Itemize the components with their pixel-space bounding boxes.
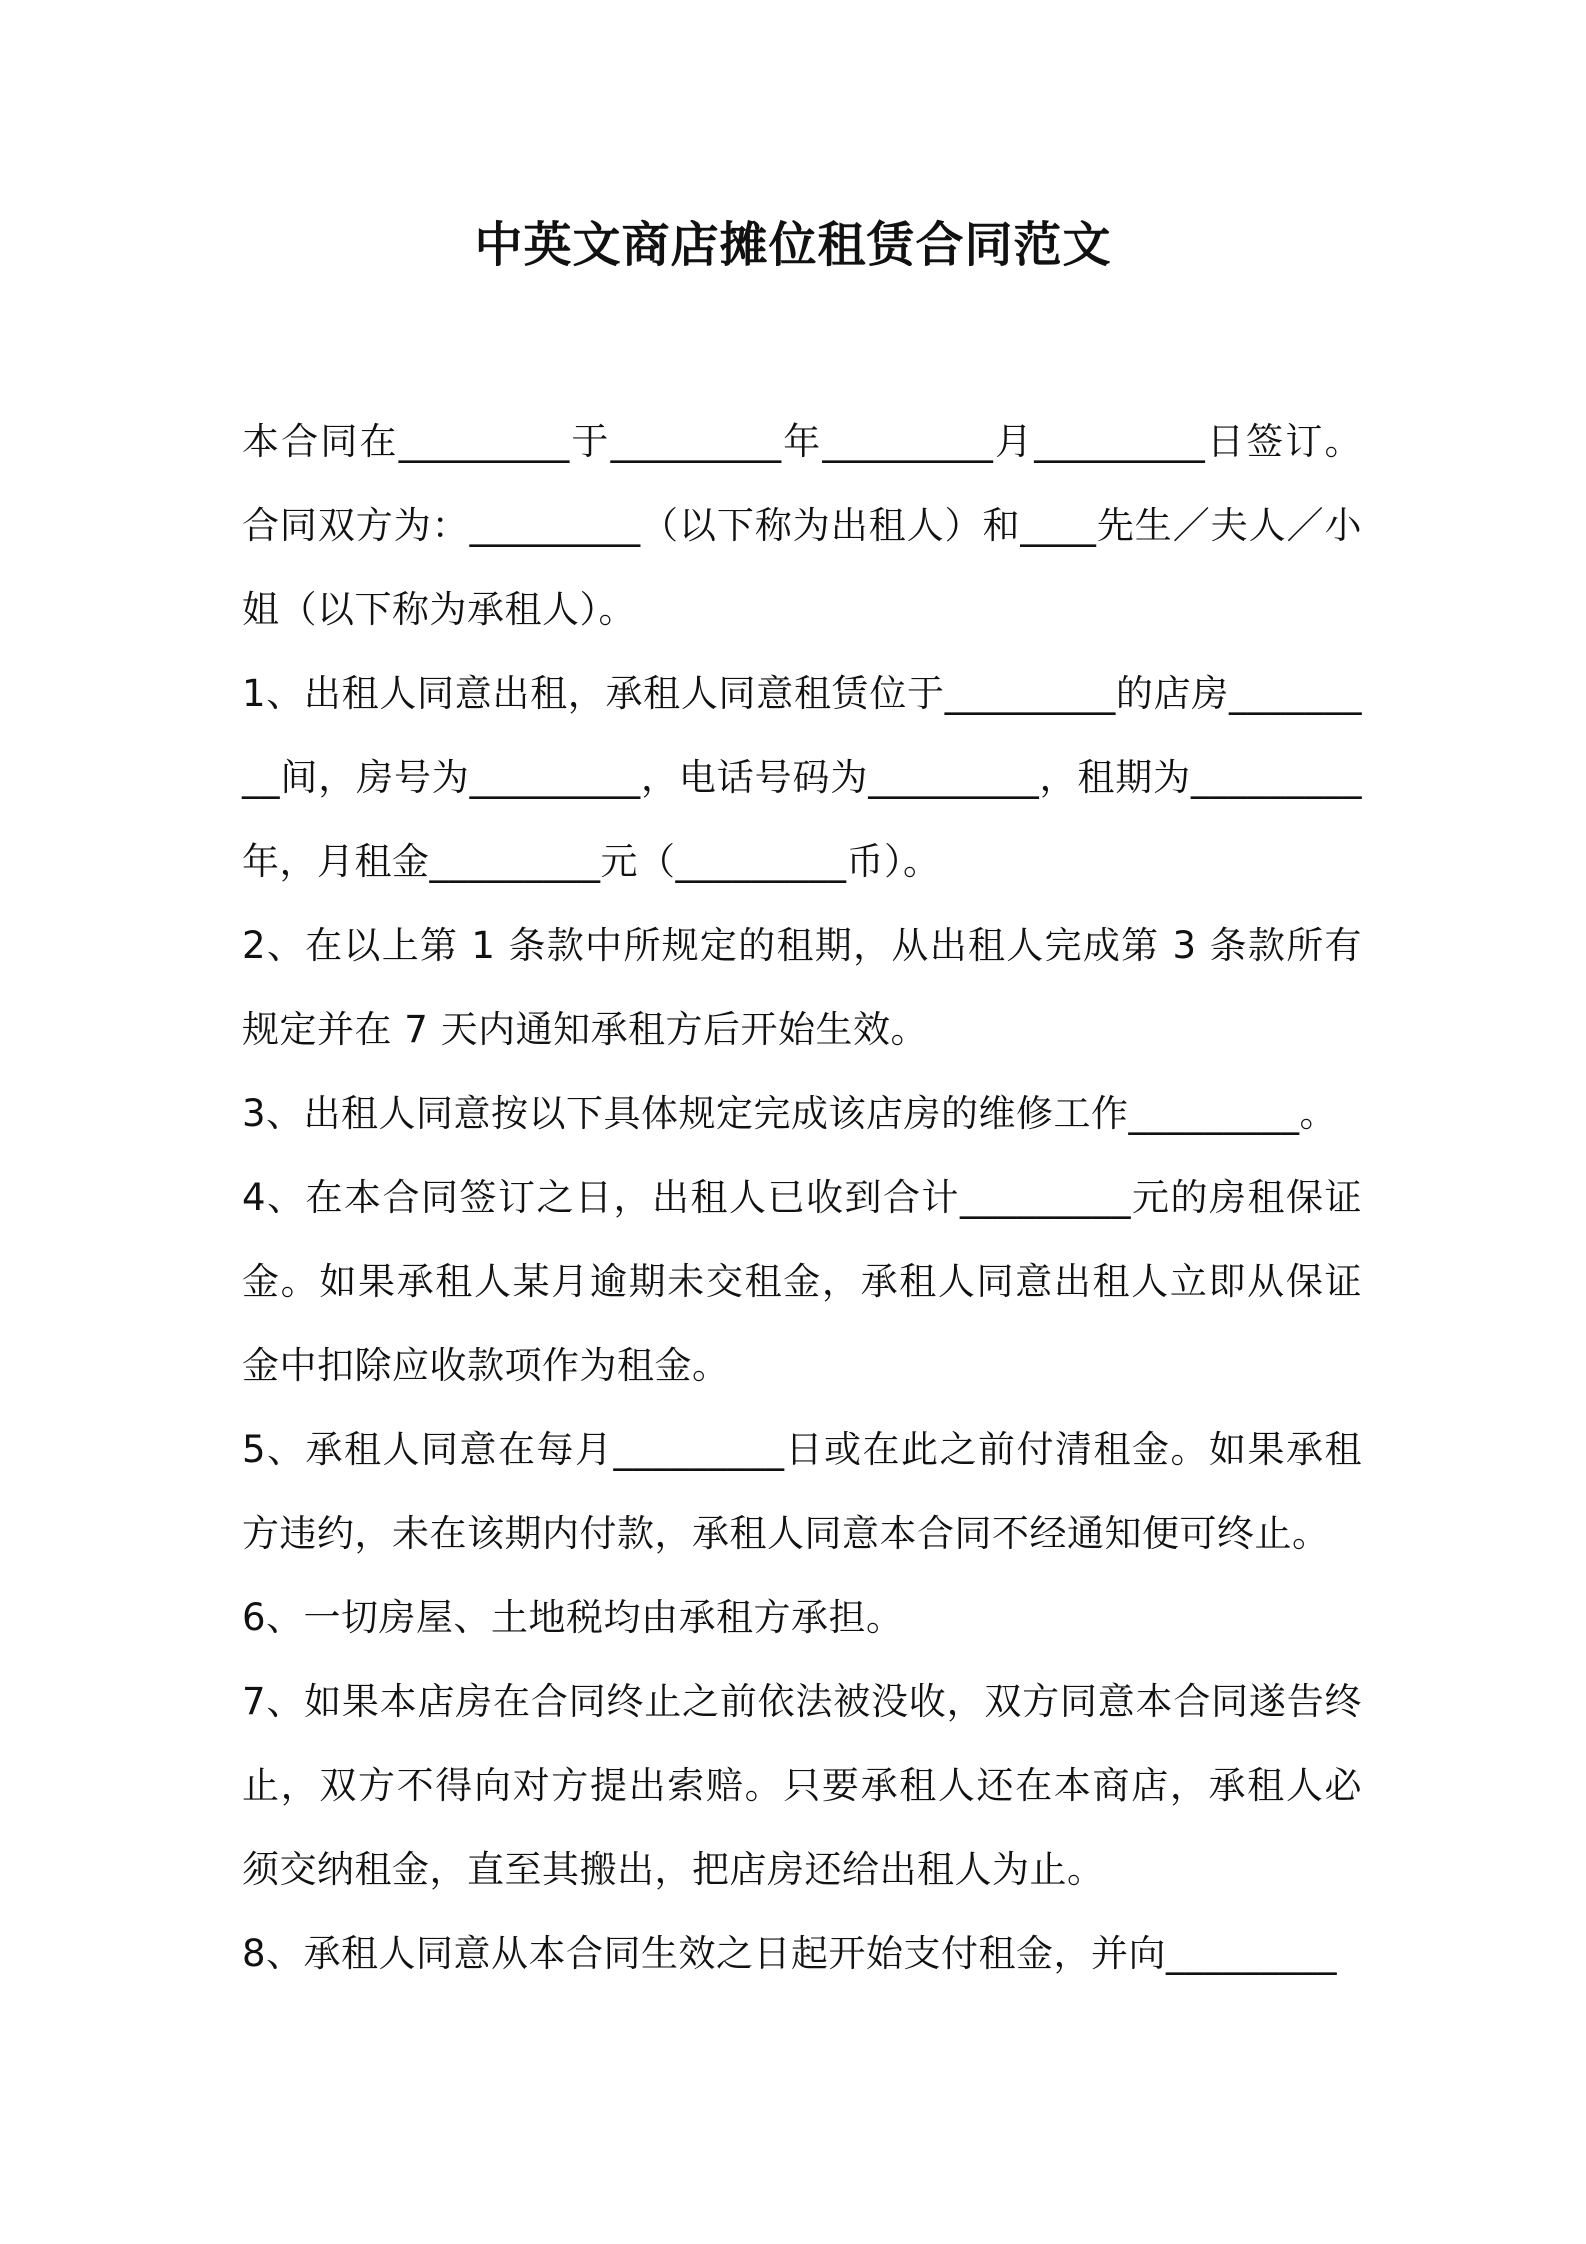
paragraph-clause-1: 1、出租人同意出租，承租人同意租赁位于_________的店房_________间，房号为_________，电话号码为_________，租期为_________年，月租金_________元（_________币）。	[242, 672, 1362, 883]
paragraph-clause-8: 8、承租人同意从本合同生效之日起开始支付租金，并向_________	[242, 1932, 1338, 1975]
paragraph-clause-4: 4、在本合同签订之日，出租人已收到合计_________元的房租保证金。如果承租人某月逾期未交租金，承租人同意出租人立即从保证金中扣除应收款项作为租金。	[242, 1176, 1362, 1387]
paragraph-clause-6: 6、一切房屋、土地税均由承租方承担。	[242, 1596, 904, 1639]
paragraph-clause-2: 2、在以上第 1 条款中所规定的租期，从出租人完成第 3 条款所有规定并在 7 天内通知承租方后开始生效。	[242, 924, 1362, 1051]
document-body	[242, 400, 1362, 1996]
paragraph-intro: 本合同在_________于_________年_________月_________日签订。合同双方为：_________（以下称为出租人）和____先生／夫人／小姐（以下称为承租人）。	[242, 420, 1362, 631]
paragraph-clause-7: 7、如果本店房在合同终止之前依法被没收，双方同意本合同遂告终止，双方不得向对方提出索赔。只要承租人还在本商店，承租人必须交纳租金，直至其搬出，把店房还给出租人为止。	[242, 1680, 1362, 1891]
paragraph-clause-5: 5、承租人同意在每月_________日或在此之前付清租金。如果承租方违约，未在该期内付款，承租人同意本合同不经通知便可终止。	[242, 1428, 1362, 1555]
document-title: 中英文商店摊位租赁合同范文	[474, 217, 1112, 273]
paragraph-clause-3: 3、出租人同意按以下具体规定完成该店房的维修工作_________。	[242, 1092, 1338, 1135]
